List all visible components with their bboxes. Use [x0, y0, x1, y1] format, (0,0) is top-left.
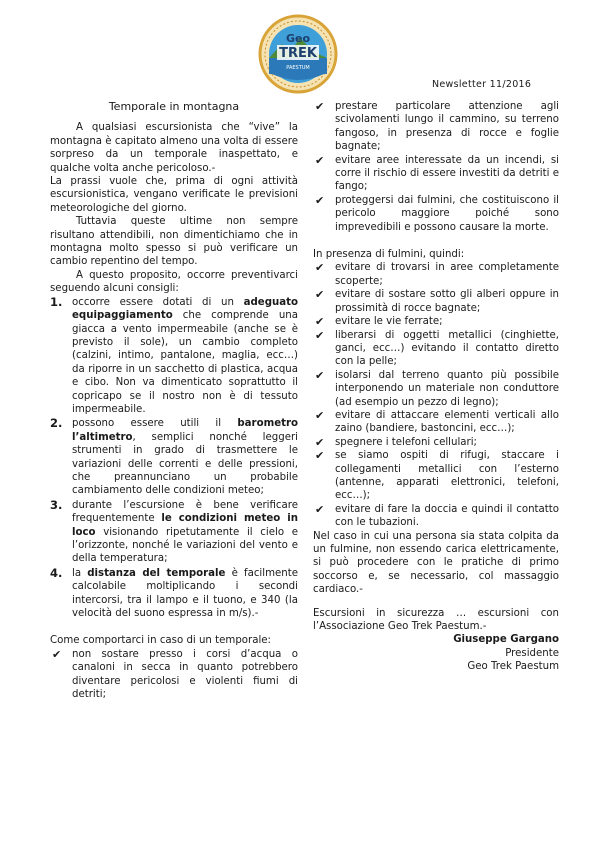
advice-item: 1. occorre essere dotati di un adeguato equipaggiamento che comprende una giacca a vento impermeabile (anche se è previsto il sole), un cambio completo (calzini, intimo, pantalone, maglia, ecc…) da riporre in un sacchetto di plastica, acqua e cibo. Non va dimenticato soprattutto il copricapo se il nostro non è di tessuto impermeabile. [50, 294, 298, 415]
checkmark-icon: ✔ [315, 100, 325, 113]
behave-list-continued [313, 100, 559, 234]
lightning-item: ✔ se siamo ospiti di rifugi, staccare i collegamenti metallici con l’esterno (antenne, apparati elettronici, telefoni, ecc…); [315, 449, 559, 502]
lightning-item: ✔ evitare le vie ferrate; [315, 315, 443, 329]
lightning-heading: In presenza di fulmini, quindi: [313, 249, 465, 261]
checkmark-icon: ✔ [315, 288, 325, 302]
logo-text-geo: Geo [285, 32, 311, 45]
advice-number: 4. [50, 565, 63, 580]
behave-item: ✔ non sostare presso i corsi d’acqua o canaloni in secca in quanto potrebbero diventare pericolosi e violenti fiumi di detriti; [52, 647, 298, 701]
checkmark-icon: ✔ [315, 435, 325, 449]
intro-paragraph-3: Tuttavia queste ultime non sempre risultano attendibili, non dimentichiamo che in montagna molto spesso si può verificare un cambio repentino del tempo. [50, 216, 298, 268]
behave-item: ✔ proteggersi dai fulmini, che costituiscono il pericolo maggiore poiché sono imprevedibili e possono causare la morte. [315, 193, 559, 233]
lightning-item: ✔ spegnere i telefoni cellulari; [315, 435, 477, 449]
intro-paragraph-1: A qualsiasi escursionista che “vive” la montagna è capitato almeno una volta di essere sorpreso da un temporale inaspettato, e qualche volta anche pericoloso.- [50, 122, 298, 174]
logo-text-trek: TREK [279, 46, 317, 61]
advice-item: 4. la distanza del temporale è facilmente calcolabile moltiplicando i secondi intercorsi, tra il lampo e il tuono, e 340 (la velocità del suono espressa in m/s).- [50, 565, 298, 620]
advice-number: 1. [50, 294, 63, 309]
advice-item: 2. possono essere utili il barometro l’altimetro, semplici nonché leggeri strumenti in grado di trasmettere le variazioni delle correnti e delle pressioni, che preannunciano un probabile cambiamento delle condizioni meteo; [50, 416, 298, 497]
signature-org: Geo Trek Paestum [467, 661, 559, 673]
behave-item: ✔ evitare aree interessate da un incendi, si corre il rischio di essere investiti da detriti e fango; [315, 153, 559, 193]
lightning-item: ✔ evitare di attaccare elementi verticali allo zaino (bandiere, bastoncini, ecc…); [315, 408, 559, 435]
checkmark-icon: ✔ [315, 328, 325, 342]
checkmark-icon: ✔ [315, 449, 325, 463]
right-column [313, 100, 559, 674]
lightning-item: ✔ evitare di sostare sotto gli alberi oppure in prossimità di rocce bagnate; [315, 288, 559, 314]
advice-item: 3. durante l’escursione è bene verificare frequentemente le condizioni meteo in loco visionando ripetutamente il cielo e l’orizzonte, nonché le variazioni del vento e della temperatura; [50, 497, 298, 565]
checkmark-icon: ✔ [315, 502, 325, 516]
signature-role: Presidente [505, 647, 559, 659]
lightning-item: ✔ evitare di fare la doccia e quindi il contatto con le tubazioni. [315, 502, 559, 529]
geo-trek-logo [258, 14, 338, 94]
checkmark-icon: ✔ [315, 315, 325, 329]
checkmark-icon: ✔ [315, 153, 325, 167]
left-column [50, 100, 298, 701]
behave-item: ✔ prestare particolare attenzione agli scivolamenti lungo il cammino, su terreno fangoso, in presenza di rocce e foglie bagnate; [315, 100, 559, 153]
lightning-item: ✔ liberarsi di oggetti metallici (cinghiette, ganci, ecc…) evitando il contatto diretto con la pelle; [315, 328, 559, 368]
advice-number: 3. [50, 497, 63, 512]
checkmark-icon: ✔ [52, 647, 62, 661]
behave-list [50, 648, 298, 702]
signoff-paragraph: Escursioni in sicurezza … escursioni con l’Associazione Geo Trek Paestum.- [313, 607, 559, 633]
checkmark-icon: ✔ [315, 368, 325, 382]
signature-name: Giuseppe Gargano [453, 634, 559, 646]
lightning-item: ✔ isolarsi dal terreno quanto più possibile interponendo un materiale non conduttore (ad esempio un pezzo di legno); [315, 368, 559, 408]
checkmark-icon: ✔ [315, 261, 325, 275]
advice-list [50, 296, 298, 621]
closing-paragraph: Nel caso in cui una persona sia stata colpita da un fulmine, non essendo carica elettricamente, si può procedere con le pratiche di primo soccorso e, se necessario, col massaggio cardiaco.- [313, 530, 559, 596]
newsletter-label: Newsletter 11/2016 [432, 79, 532, 90]
lightning-item: ✔ evitare di trovarsi in aree completamente scoperte; [315, 261, 559, 287]
intro-paragraph-4: A questo proposito, occorre preventivarci seguendo alcuni consigli: [50, 269, 298, 295]
checkmark-icon: ✔ [315, 408, 325, 422]
advice-number: 2. [50, 416, 63, 431]
behave-heading: Come comportarci in caso di un temporale: [50, 635, 271, 647]
intro-paragraph-2: La prassi vuole che, prima di ogni attività escursionistica, vengano verificate le previsioni meteorologiche del giorno. [50, 176, 298, 214]
article-title: Temporale in montagna [108, 100, 240, 113]
lightning-list [313, 261, 559, 529]
logo-text-paestum: PAESTUM [286, 65, 310, 71]
checkmark-icon: ✔ [315, 193, 325, 207]
